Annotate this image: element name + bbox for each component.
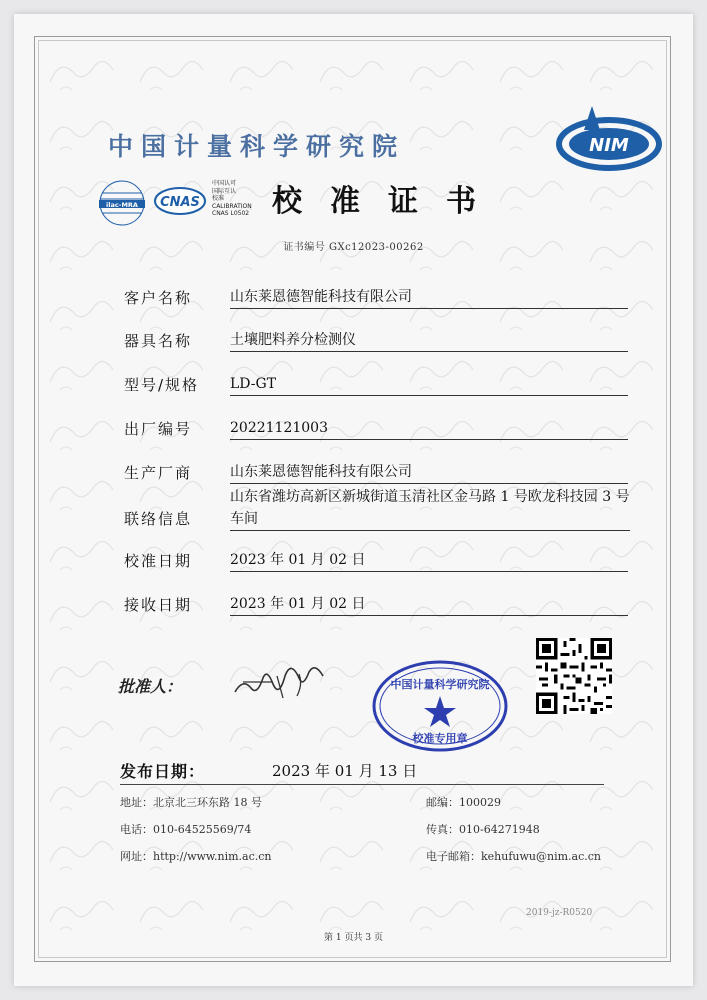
field-value-client: 山东莱恩德智能科技有限公司 [230,286,628,309]
page-number: 第 1 页共 3 页 [324,933,383,943]
document-title: 校准证书 [272,184,504,219]
cnas-text-line: 校准 [212,195,225,202]
ilac-mra-logo [96,179,148,227]
field-label-receipt-date: 接收日期 [124,596,193,614]
stamp-text-bottom: 校准专用章 [412,732,468,745]
field-label-contact-info: 联络信息 [124,510,193,528]
field-label-model: 型号/规格 [124,376,200,394]
qr-code [536,638,612,714]
field-label-calibration-date: 校准日期 [124,552,193,570]
field-label-serial: 出厂编号 [124,420,193,438]
contact-website: 网址：http://www.nim.ac.cn [120,850,272,863]
field-label-client: 客户名称 [124,289,193,307]
approver-label: 批准人： [118,677,183,696]
field-label-manufacturer: 生产厂商 [124,464,193,482]
contact-divider [120,784,604,785]
field-value-manufacturer: 山东莱恩德智能科技有限公司 [230,461,628,484]
calibration-seal-stamp [370,658,510,754]
contact-phone: 电话：010-64525569/74 [120,823,252,836]
cnas-text-line: CNAS L0502 [212,210,250,217]
field-value-instrument: 土壤肥料养分检测仪 [230,329,628,352]
field-value-model: LD-GT [230,373,628,396]
field-label-instrument: 器具名称 [124,332,193,350]
cnas-logo-text: CNAS [160,195,200,210]
institute-name: 中国计量科学研究院 [108,132,406,161]
ilac-logo-text: ilac-MRA [106,201,138,209]
cnas-text-line: CALIBRATION [212,202,252,210]
form-code: 2019-jz-R0520 [526,908,593,918]
cnas-accreditation-text [212,180,252,218]
issue-date-label: 发布日期： [120,762,206,781]
nim-logo [554,102,664,174]
certificate-number: 证书编号 GXc12023-00262 [283,242,424,253]
certificate-page [14,14,693,986]
contact-fax: 传真：010-64271948 [426,823,540,836]
field-value-serial: 20221121003 [230,417,628,440]
nim-logo-text: NIM [589,135,629,156]
cnas-logo [154,186,206,216]
field-value-contact-info: 山东省潍坊高新区新城街道玉清社区金马路 1 号欧龙科技园 3 号车间 [230,486,630,531]
cnas-text-line: 中国认可 [212,180,237,187]
field-value-receipt-date: 2023 年 01 月 02 日 [230,593,628,616]
field-value-calibration-date: 2023 年 01 月 02 日 [230,549,628,572]
contact-email: 电子邮箱：kehufuwu@nim.ac.cn [426,850,601,863]
approver-signature [229,664,339,704]
contact-postcode: 邮编：100029 [426,796,501,809]
issue-date-value: 2023 年 01 月 13 日 [272,762,418,780]
stamp-text-top: 中国计量科学研究院 [390,678,490,691]
cnas-text-line: 国际互认 [212,187,237,195]
contact-address: 地址：北京北三环东路 18 号 [120,796,262,809]
